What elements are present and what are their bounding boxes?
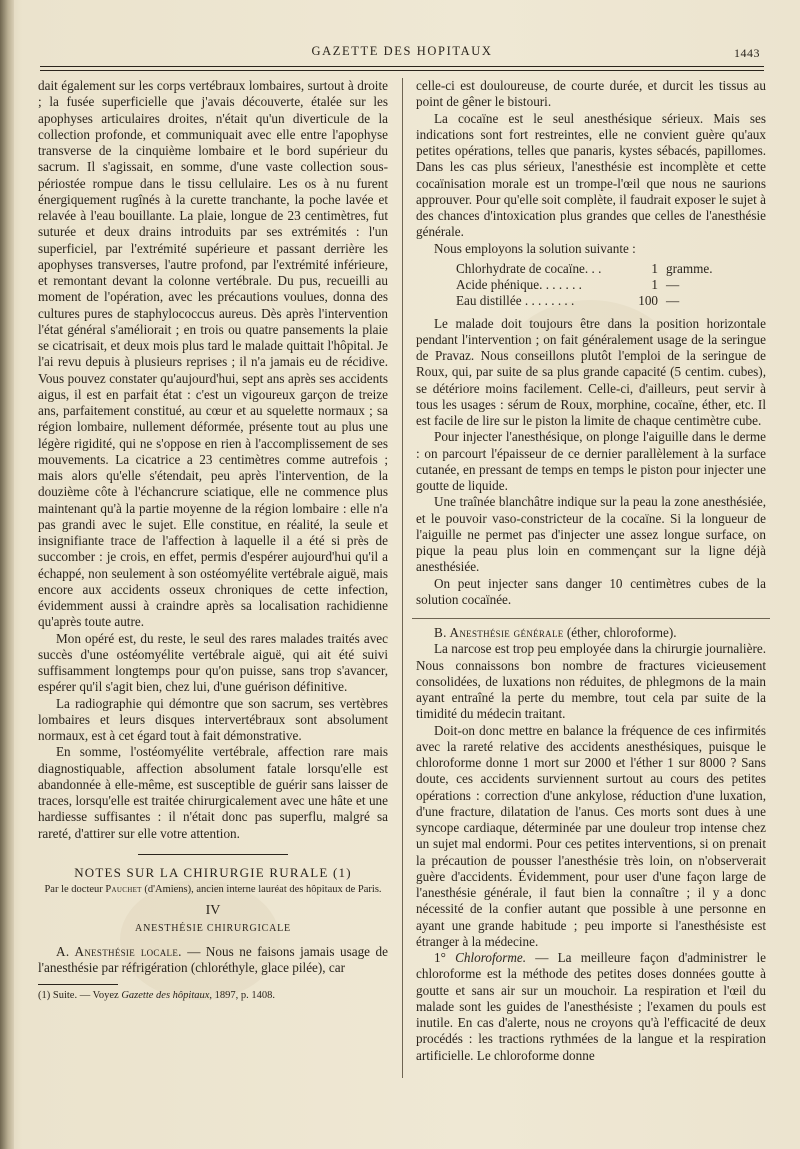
footnote-rule bbox=[38, 984, 118, 985]
formula-table bbox=[456, 261, 766, 310]
byline-suffix: (d'Amiens), ancien interne lauréat des hôpitaux de Paris. bbox=[141, 884, 382, 895]
paragraph: Une traînée blanchâtre indique sur la peau la zone anesthésiée, et le pouvoir vaso-constricteur de la cocaïne. Si la longueur de l'aiguille ne permet pas d'injecter une assez longue surface, on pique la peau plus loin en commençant sur la ligne déjà anesthésiée. bbox=[416, 494, 766, 575]
paragraph: Doit-on donc mettre en balance la fréquence de ces infirmités avec la rareté relative des accidents anesthésiques, puisque le chloroforme donne 1 mort sur 2000 et l'éther 1 sur 8000 ? Sans doute, ces accidents surviennent surtout au cours des petites opérations : correction d'une ankylose, réduction d'une luxation, d'une fracture, dilatation de l'anus. Ces morts sont dues à une syncope cardiaque, déterminée par une douleur trop intense chez un sujet mal endormi. Pour ces petites interventions, si on prenait la précaution de pousser l'anesthésie très loin, on n'observerait guère d'accidents. Évidemment, pour user d'une façon large de l'anesthésie générale, il faut bien la connaître ; il y a donc nécessité de la confier autant que possible à une personne en ayant une grande habitude ; peu importe si l'anesthésiste est étranger à la médecine. bbox=[416, 722, 766, 949]
ingredient-unit: — bbox=[666, 293, 680, 309]
paragraph: On peut injecter sans danger 10 centimètres cubes de la solution cocaïnée. bbox=[416, 575, 766, 607]
running-title: GAZETTE DES HOPITAUX bbox=[311, 44, 493, 58]
paragraph: Mon opéré est, du reste, le seul des rares malades traités avec succès d'une ostéomyélite vertébrale aiguë, qui ait été suivi suffisamment longtemps pour qu'on puisse, sans trop s'avancer, espérer qu'il s'agit bien, chez lui, d'une guérison définitive. bbox=[38, 630, 388, 695]
paragraph bbox=[416, 950, 766, 1064]
ingredient-name: Eau distillée . . . . . . . . bbox=[456, 293, 575, 309]
paragraph: celle-ci est douloureuse, de courte durée, et durcit les tissus au point de gêner le bistouri. bbox=[416, 78, 766, 110]
section-separator bbox=[138, 854, 288, 855]
paragraph: La cocaïne est le seul anesthésique sérieux. Mais ses indications sont fort restreintes, elle ne convient guère qu'aux petites opérations, telles que panaris, kystes sébacés, papillomes. Dans les cas plus sérieux, l'anesthésie est incomplète et cette cocaïnisation morale est un trompe-l'œil que nous ne saurions approuver. Pour qu'elle soit complète, il faudrait exposer le sujet à des chances d'intoxication plus grandes que celles de l'anesthésie générale. bbox=[416, 110, 766, 240]
paragraph: La radiographie qui démontre que son sacrum, ses vertèbres lombaires et leurs disques intervertébraux sont absolument normaux, est à cet égard tout à fait démonstrative. bbox=[38, 695, 388, 743]
paragraph: La narcose est trop peu employée dans la chirurgie journalière. Nous connaissons bon nombre de fractures vicieusement consolidées, de luxations non réduites, de phlegmons de la main ayant entraîné la perte du membre, tout cela par suite de la timidité du médecin traitant. bbox=[416, 641, 766, 722]
footnote-suffix: , 1897, p. 1408. bbox=[209, 990, 276, 1001]
section-number: IV bbox=[205, 903, 221, 918]
paragraph: dait également sur les corps vertébraux lombaires, surtout à droite ; la fusée superficielle que j'avais découverte, étalée sur les apophyses articulaires droites, n'était qu'un diverticule de la collection profonde, et communiquait avec elle entre l'apophyse transverse de la cinquième lombaire et le bord supérieur du sacrum. Il s'agissait, en somme, d'une vaste collection sous-périostée rompue dans le tissu cellulaire. Les os à nu furent énergiquement rugînés à la curette tranchante, la poche lavée et relavée à l'eau bouillante. La plaie, longue de 23 centimètres, fut suturée et deux drains introduits par ses extrémités : l'un superficiel, par l'extrémité supérieure et passant derrière les apophyses transverses, l'autre profond, par l'extrémité inférieure, et remontant devant la colonne vertébrale. Du pus, recueilli au moment de l'opération, avec les précautions voulues, donna des cultures pures de staphylococcus aureus. Dès après l'intervention l'état général s'améliorait ; en trois ou quatre pansements la plaie se cicatrisait, et deux mois plus tard le malade quittait l'hôpital. Je l'ai revu depuis à plusieurs reprises ; il n'a jamais eu de récidive. Vous pouvez constater qu'aujourd'hui, sept ans après ses accidents aigus, il est en parfait état : c'est un vigoureux garçon de treize ans, parfaitement constitué, au cœur et au squelette normaux ; sa région lombaire, nullement déformée, présente tout au plus une légère rigidité, qui ne s'oppose en rien à l'accomplissement de ses mouvements. La cicatrice a 23 centimètres comme autrefois ; mais alors qu'elle s'étendait, peu après l'intervention, de la douzième côte à l'échancrure sciatique, elle ne commence plus maintenant qu'à la partie moyenne de la région lombaire : elle n'a pas grandi avec le sujet. Elle constitue, en réalité, la seule et insignifiante trace de l'affection à laquelle il a été si près de succomber : je crois, en effet, permis d'espérer aujourd'hui qu'il a échappé, non seulement à son ostéomyélite vertébrale aiguë, mais encore aux accidents osseux chroniques de cette infection, évidemment aussi à craindre après sa localisation rachidienne qu'après toute autre. bbox=[38, 78, 388, 630]
page-header bbox=[40, 42, 764, 66]
ingredient-name: Acide phénique. . . . . . . bbox=[456, 277, 582, 292]
formula-row bbox=[456, 277, 736, 293]
footnote bbox=[38, 989, 388, 1002]
ingredient-unit: gramme. bbox=[666, 260, 713, 276]
paragraph-text: — La meilleure façon d'administrer le chloroforme est la méthode des petites doses données goutte à goutte et sans air sur un mouchoir. La respiration et l'œil du malade sont les guides de l'anesthésiste ; l'examen du pouls est inutile. En cas d'alerte, nous ne croyons qu'à l'efficacité de deux procédés : les tractions rythmées de la langue et la respiration artificielle. Le chloroforme donne bbox=[416, 950, 766, 1063]
paragraph-text: (éther, chloroforme). bbox=[563, 625, 677, 640]
ingredient-amount: 1 bbox=[651, 260, 658, 276]
paragraph-label: B. Anesthésie générale bbox=[434, 625, 564, 640]
section-heading: ANESTHÉSIE CHIRURGICALE bbox=[135, 923, 291, 935]
page-binding-shadow bbox=[0, 0, 14, 1149]
formula-row bbox=[456, 293, 736, 309]
paragraph: Pour injecter l'anesthésique, on plonge l'aiguille dans le derme : on parcourt l'épaisseur de ce dernier parallèlement à la surface cutanée, en pressant de temps en temps le piston pour injecter une goutte de liquide. bbox=[416, 429, 766, 493]
column-divider bbox=[402, 78, 403, 1078]
paragraph-label: A. Anesthésie locale. bbox=[56, 943, 182, 959]
ingredient-amount: 100 bbox=[638, 293, 658, 309]
paragraph-italic-label: Chloroforme. bbox=[455, 950, 527, 965]
paragraph-text: — Nous ne faisons jamais usage de l'anesthésie par réfrigération (chloréthyle, glace pilée), car bbox=[38, 943, 388, 975]
footnote-journal: Gazette des hôpitaux bbox=[121, 990, 210, 1001]
header-rule-thin bbox=[40, 70, 764, 71]
left-column bbox=[38, 78, 388, 1002]
footnote-prefix: (1) Suite. — Voyez bbox=[38, 990, 122, 1001]
paragraph bbox=[38, 944, 388, 977]
author-name: Pauchet bbox=[105, 884, 142, 895]
header-rule bbox=[40, 66, 764, 67]
page-number: 1443 bbox=[734, 46, 760, 60]
byline-prefix: Par le docteur bbox=[44, 884, 106, 895]
article-title: NOTES SUR LA CHIRURGIE RURALE (1) bbox=[74, 864, 352, 880]
paragraph-number: 1° bbox=[434, 950, 456, 965]
formula-row bbox=[456, 261, 736, 277]
section-rule bbox=[412, 608, 770, 619]
paragraph: Le malade doit toujours être dans la position horizontale pendant l'intervention ; on fait généralement usage de la seringue de Pravaz. Nous conseillons plutôt l'emploi de la seringue de Roux, qui, par suite de sa plus grande capacité (5 centim. cubes), se détériore moins facilement. Celle-ci, d'ailleurs, peut servir à tous les usages : sérum de Roux, morphine, cocaïne, éther, etc. Il est facile de lire sur le piston la limite de chaque centimètre cube. bbox=[416, 315, 766, 428]
paragraph: En somme, l'ostéomyélite vertébrale, affection rare mais diagnostiquable, affection absolument fatale lorsqu'elle est abandonnée à elle-même, est susceptible de guérir sans laisser de traces, lorsqu'elle est traitée chirurgicalement avec une hâte et une hardiesse suffisantes : il n'était donc pas superflu, malgré sa rareté, d'attirer sur elle votre attention. bbox=[38, 744, 388, 841]
byline bbox=[38, 883, 388, 897]
ingredient-name: Chlorhydrate de cocaïne. . . bbox=[456, 260, 602, 276]
ingredient-amount: 1 bbox=[651, 277, 658, 292]
right-column bbox=[416, 78, 766, 1064]
paragraph: Nous employons la solution suivante : bbox=[434, 240, 636, 256]
paragraph bbox=[416, 625, 766, 641]
ingredient-unit: — bbox=[666, 277, 680, 292]
